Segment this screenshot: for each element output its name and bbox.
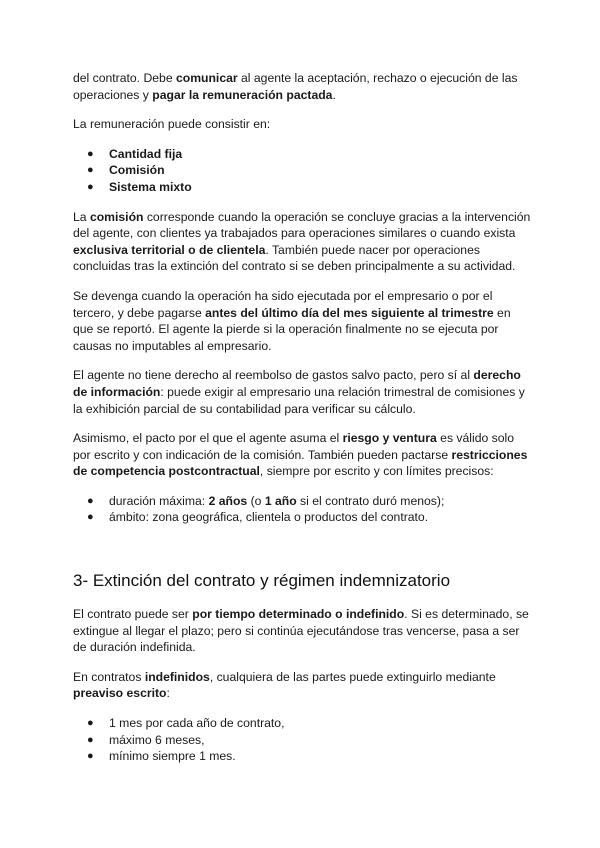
paragraph-remuneracion-intro: La remuneración puede consistir en:: [73, 117, 271, 132]
list-item: ● máximo 6 meses,: [87, 732, 205, 747]
list-item: ● duración máxima: 2 años (o 1 año si el contrato duró menos);: [87, 493, 445, 508]
paragraph-riesgo-ventura: Asimismo, el pacto por el que el agente asuma el riesgo y ventura es válido solo por escrito y con indicación de la comisión. También pueden pactarse restricciones de competencia postcontractual, siempre por escrito y con límites precisos:: [73, 431, 528, 479]
remuneration-list: [73, 146, 533, 196]
bullet-icon: ●: [87, 511, 94, 524]
list-item: ● mínimo siempre 1 mes.: [87, 749, 236, 764]
preaviso-list: [73, 715, 533, 765]
paragraph-devengo: Se devenga cuando la operación ha sido ejecutada por el empresario o por el tercero, y debe pagarse antes del último día del mes siguiente al trimestre en que se reportó. El agente la pierde si la operación finalmente no se ejecuta por causas no imputables al empresario.: [73, 288, 511, 353]
bullet-icon: ●: [87, 750, 94, 763]
document-body: [73, 70, 533, 765]
restricciones-list: [73, 493, 533, 526]
bullet-icon: ●: [87, 147, 94, 160]
list-item: ● ámbito: zona geográfica, clientela o productos del contrato.: [87, 510, 429, 525]
paragraph-tipo-contrato: El contrato puede ser por tiempo determinado o indefinido. Si es determinado, se extingue al llegar el plazo; pero si continúa ejecutándose tras vencerse, pasa a ser de duración indefinida.: [73, 607, 529, 655]
section-heading: 3- Extinción del contrato y régimen indemnizatorio: [73, 571, 451, 591]
paragraph-derecho-informacion: El agente no tiene derecho al reembolso de gastos salvo pacto, pero sí al derecho de información: puede exigir al empresario una relación trimestral de comisiones y la exhibición parcial de su contabilidad para verificar su cálculo.: [73, 368, 525, 416]
bullet-icon: ●: [87, 164, 94, 177]
list-item: ● 1 mes por cada año de contrato,: [87, 716, 285, 731]
bullet-icon: ●: [87, 733, 94, 746]
paragraph-obligaciones-empresario: del contrato. Debe comunicar al agente la aceptación, rechazo o ejecución de las operaciones y pagar la remuneración pactada.: [73, 71, 518, 102]
bullet-icon: ●: [87, 180, 94, 193]
bullet-icon: ●: [87, 717, 94, 730]
bullet-icon: ●: [87, 494, 94, 507]
paragraph-comision: La comisión corresponde cuando la operación se concluye gracias a la intervención del agente, con clientes ya trabajados para operaciones similares o cuando exista exclusiva territorial o de clientela. También puede nacer por operaciones concluidas tras la extinción del contrato si se deben principalmente a su actividad.: [73, 209, 531, 274]
list-item: ● Cantidad fija: [87, 146, 183, 161]
list-item: ● Comisión: [87, 163, 165, 178]
paragraph-preaviso: En contratos indefinidos, cualquiera de las partes puede extinguirlo mediante preaviso escrito:: [73, 669, 496, 701]
list-item: ● Sistema mixto: [87, 179, 192, 194]
